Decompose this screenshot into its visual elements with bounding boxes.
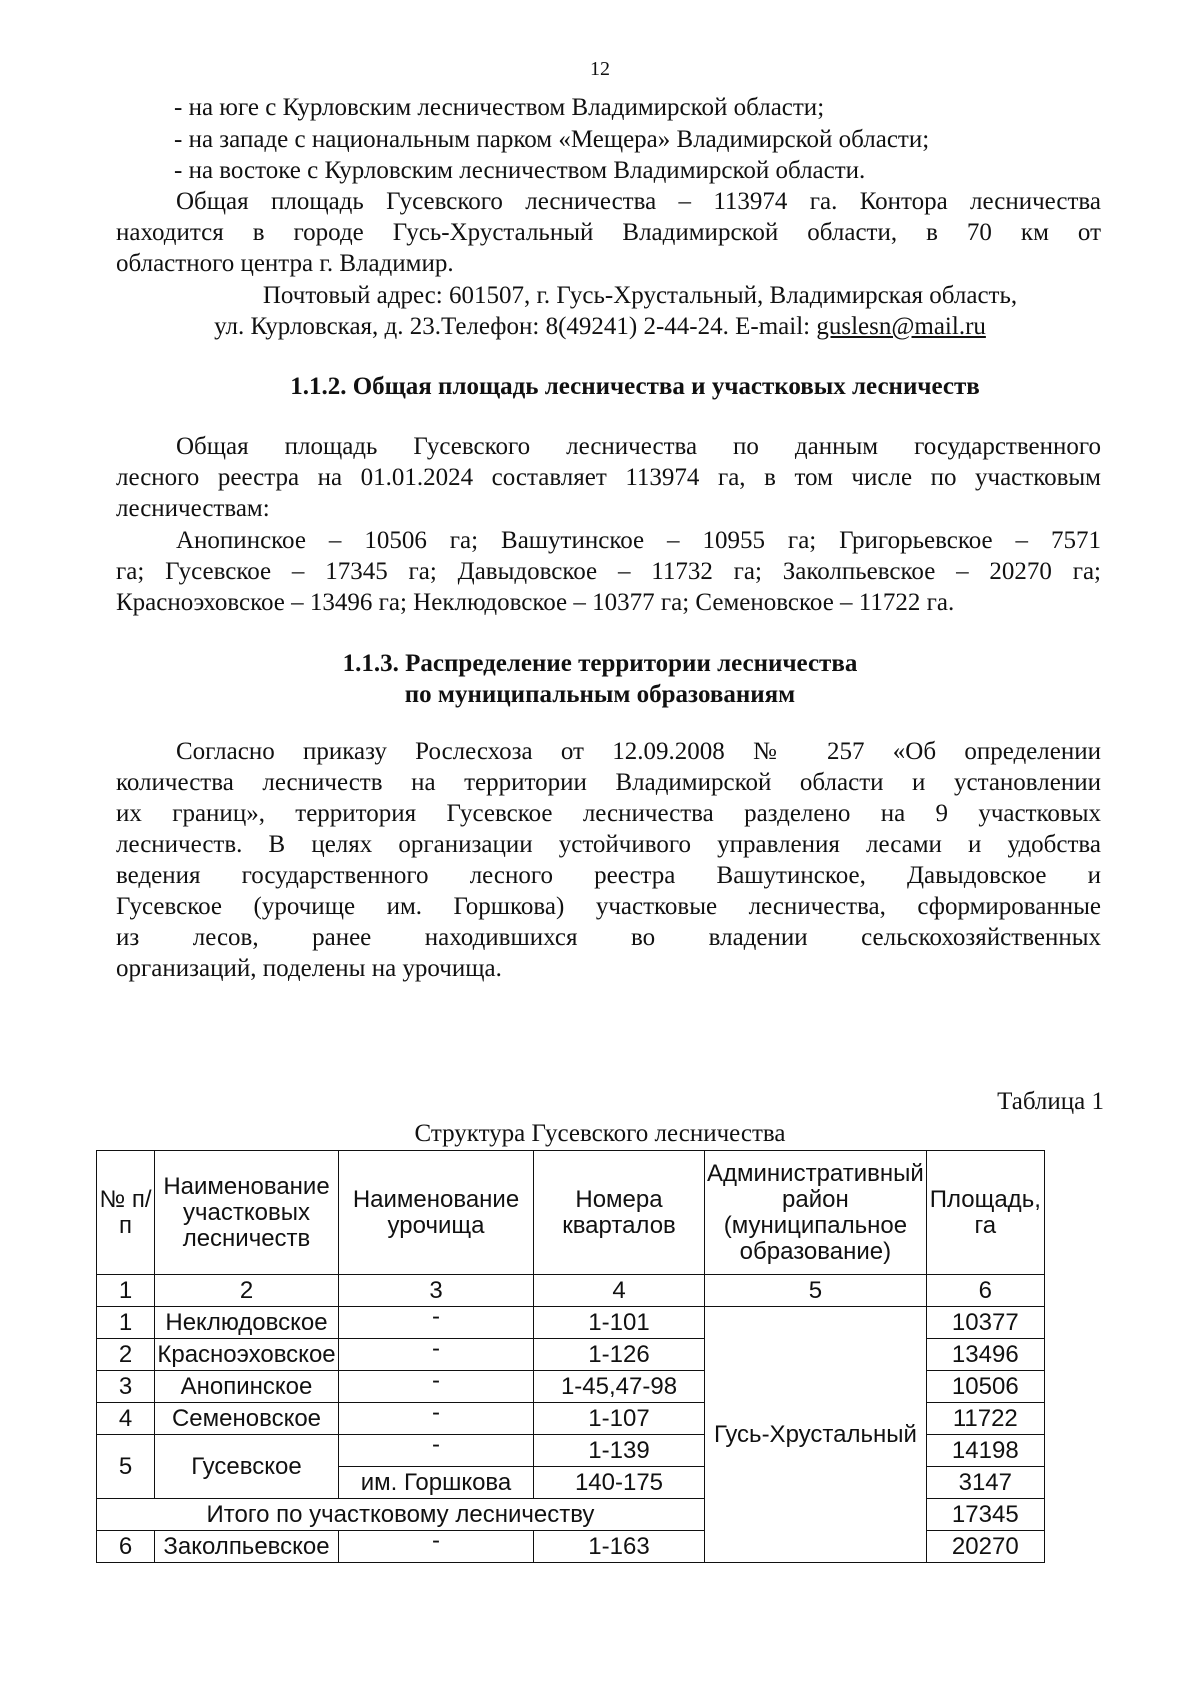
section-heading-1-1-2: 1.1.2. Общая площадь лесничества и участковых лесничеств [290, 373, 980, 400]
row-number: 6 [97, 1531, 155, 1563]
quarters: 1-45,47-98 [534, 1371, 705, 1403]
section-113-para-line-6: Гусевское (урочище им. Горшкова) участковые лесничества, сформированные [116, 893, 1101, 920]
area: 3147 [926, 1467, 1044, 1499]
header-quarters: Номера кварталов [534, 1151, 705, 1275]
intro-line-east: - на востоке с Курловским лесничеством Владимирской области. [174, 157, 866, 184]
tract-name: им. Горшкова [339, 1467, 534, 1499]
district-name: Неклюдовское [155, 1307, 339, 1339]
header-area: Площадь, га [926, 1151, 1044, 1275]
tract-name: - [339, 1371, 534, 1403]
column-number: 3 [339, 1275, 534, 1307]
area: 10506 [926, 1371, 1044, 1403]
quarters: 1-126 [534, 1339, 705, 1371]
tract-name: - [339, 1339, 534, 1371]
section-112-para1-line-3: лесничествам: [116, 495, 270, 522]
column-number: 1 [97, 1275, 155, 1307]
subtotal-label: Итого по участковому лесничеству [97, 1499, 705, 1531]
quarters: 1-139 [534, 1435, 705, 1467]
tract-name: - [339, 1307, 534, 1339]
header-tract-name: Наименование урочища [339, 1151, 534, 1275]
area: 11722 [926, 1403, 1044, 1435]
contact-phone: ул. Курловская, д. 23.Телефон: 8(49241) 2-44-24. E-mail: [214, 313, 817, 340]
area: 14198 [926, 1435, 1044, 1467]
contact-line [0, 311, 1200, 343]
quarters: 1-101 [534, 1307, 705, 1339]
section-heading-1-1-3-line-2: по муниципальным образованиям [404, 681, 796, 708]
header-admin-district: Административный район (муниципальное образование) [705, 1151, 927, 1275]
table-header-row [97, 1151, 1045, 1275]
table-row [97, 1307, 1045, 1339]
tract-name: - [339, 1435, 534, 1467]
structure-table [96, 1150, 1045, 1563]
page-number: 12 [590, 58, 610, 80]
section-113-para-line-5: ведения государственного лесного реестра Вашутинское, Давыдовское и [116, 862, 1101, 889]
intro-line-south: - на юге с Курловским лесничеством Владимирской области; [174, 94, 825, 121]
section-113-para-line-1: Согласно приказу Рослесхоза от 12.09.2008 № 257 «Об определении [176, 738, 1101, 765]
column-number: 2 [155, 1275, 339, 1307]
header-number: № п/п [97, 1151, 155, 1275]
area-paragraph-line-3: областного центра г. Владимир. [116, 250, 454, 277]
table-caption: Структура Гусевского лесничества [414, 1120, 786, 1147]
admin-district: Гусь-Хрустальный [705, 1307, 927, 1563]
intro-line-west: - на западе с национальным парком «Мещера» Владимирской области; [174, 126, 930, 153]
row-number: 5 [97, 1435, 155, 1499]
postal-address: Почтовый адрес: 601507, г. Гусь-Хрустальный, Владимирская область, [262, 282, 1018, 309]
section-112-para2-line-2: га; Гусевское – 17345 га; Давыдовское – 11732 га; Заколпьевское – 20270 га; [116, 558, 1101, 585]
tract-name: - [339, 1403, 534, 1435]
district-name: Гусевское [155, 1435, 339, 1499]
column-number: 6 [926, 1275, 1044, 1307]
area-paragraph-line-1: Общая площадь Гусевского лесничества – 113974 га. Контора лесничества [176, 188, 1101, 215]
section-113-para-line-4: лесничеств. В целях организации устойчивого управления лесами и удобства [116, 831, 1101, 858]
district-name: Семеновское [155, 1403, 339, 1435]
section-112-para2-line-3: Красноэховское – 13496 га; Неклюдовское – 10377 га; Семеновское – 11722 га. [116, 589, 955, 616]
section-113-para-line-3: их границ», территория Гусевское лесничества разделено на 9 участковых [116, 800, 1101, 827]
row-number: 2 [97, 1339, 155, 1371]
area: 10377 [926, 1307, 1044, 1339]
district-name: Заколпьевское [155, 1531, 339, 1563]
column-number: 5 [705, 1275, 927, 1307]
area-paragraph-line-2: находится в городе Гусь-Хрустальный Владимирской области, в 70 км от [116, 219, 1101, 246]
quarters: 1-107 [534, 1403, 705, 1435]
header-district-name: Наименование участковых лесничеств [155, 1151, 339, 1275]
column-number: 4 [534, 1275, 705, 1307]
section-heading-1-1-3-line-1: 1.1.3. Распределение территории лесничества [342, 650, 858, 677]
tract-name: - [339, 1531, 534, 1563]
section-112-para1-line-1: Общая площадь Гусевского лесничества по данным государственного [176, 433, 1101, 460]
quarters: 140-175 [534, 1467, 705, 1499]
section-112-para2-line-1: Анопинское – 10506 га; Вашутинское – 10955 га; Григорьевское – 7571 [176, 527, 1101, 554]
district-name: Красноэховское [155, 1339, 339, 1371]
area: 20270 [926, 1531, 1044, 1563]
area: 13496 [926, 1339, 1044, 1371]
section-112-para1-line-2: лесного реестра на 01.01.2024 составляет 113974 га, в том числе по участковым [116, 464, 1101, 491]
row-number: 1 [97, 1307, 155, 1339]
section-113-para-line-8: организаций, поделены на урочища. [116, 955, 502, 982]
row-number: 3 [97, 1371, 155, 1403]
row-number: 4 [97, 1403, 155, 1435]
section-113-para-line-2: количества лесничеств на территории Владимирской области и установлении [116, 769, 1101, 796]
quarters: 1-163 [534, 1531, 705, 1563]
district-name: Анопинское [155, 1371, 339, 1403]
section-113-para-line-7: из лесов, ранее находившихся во владении сельскохозяйственных [116, 924, 1101, 951]
subtotal-area: 17345 [926, 1499, 1044, 1531]
column-number-row [97, 1275, 1045, 1307]
table-label: Таблица 1 [997, 1088, 1104, 1115]
email-link[interactable]: guslesn@mail.ru [816, 313, 986, 340]
